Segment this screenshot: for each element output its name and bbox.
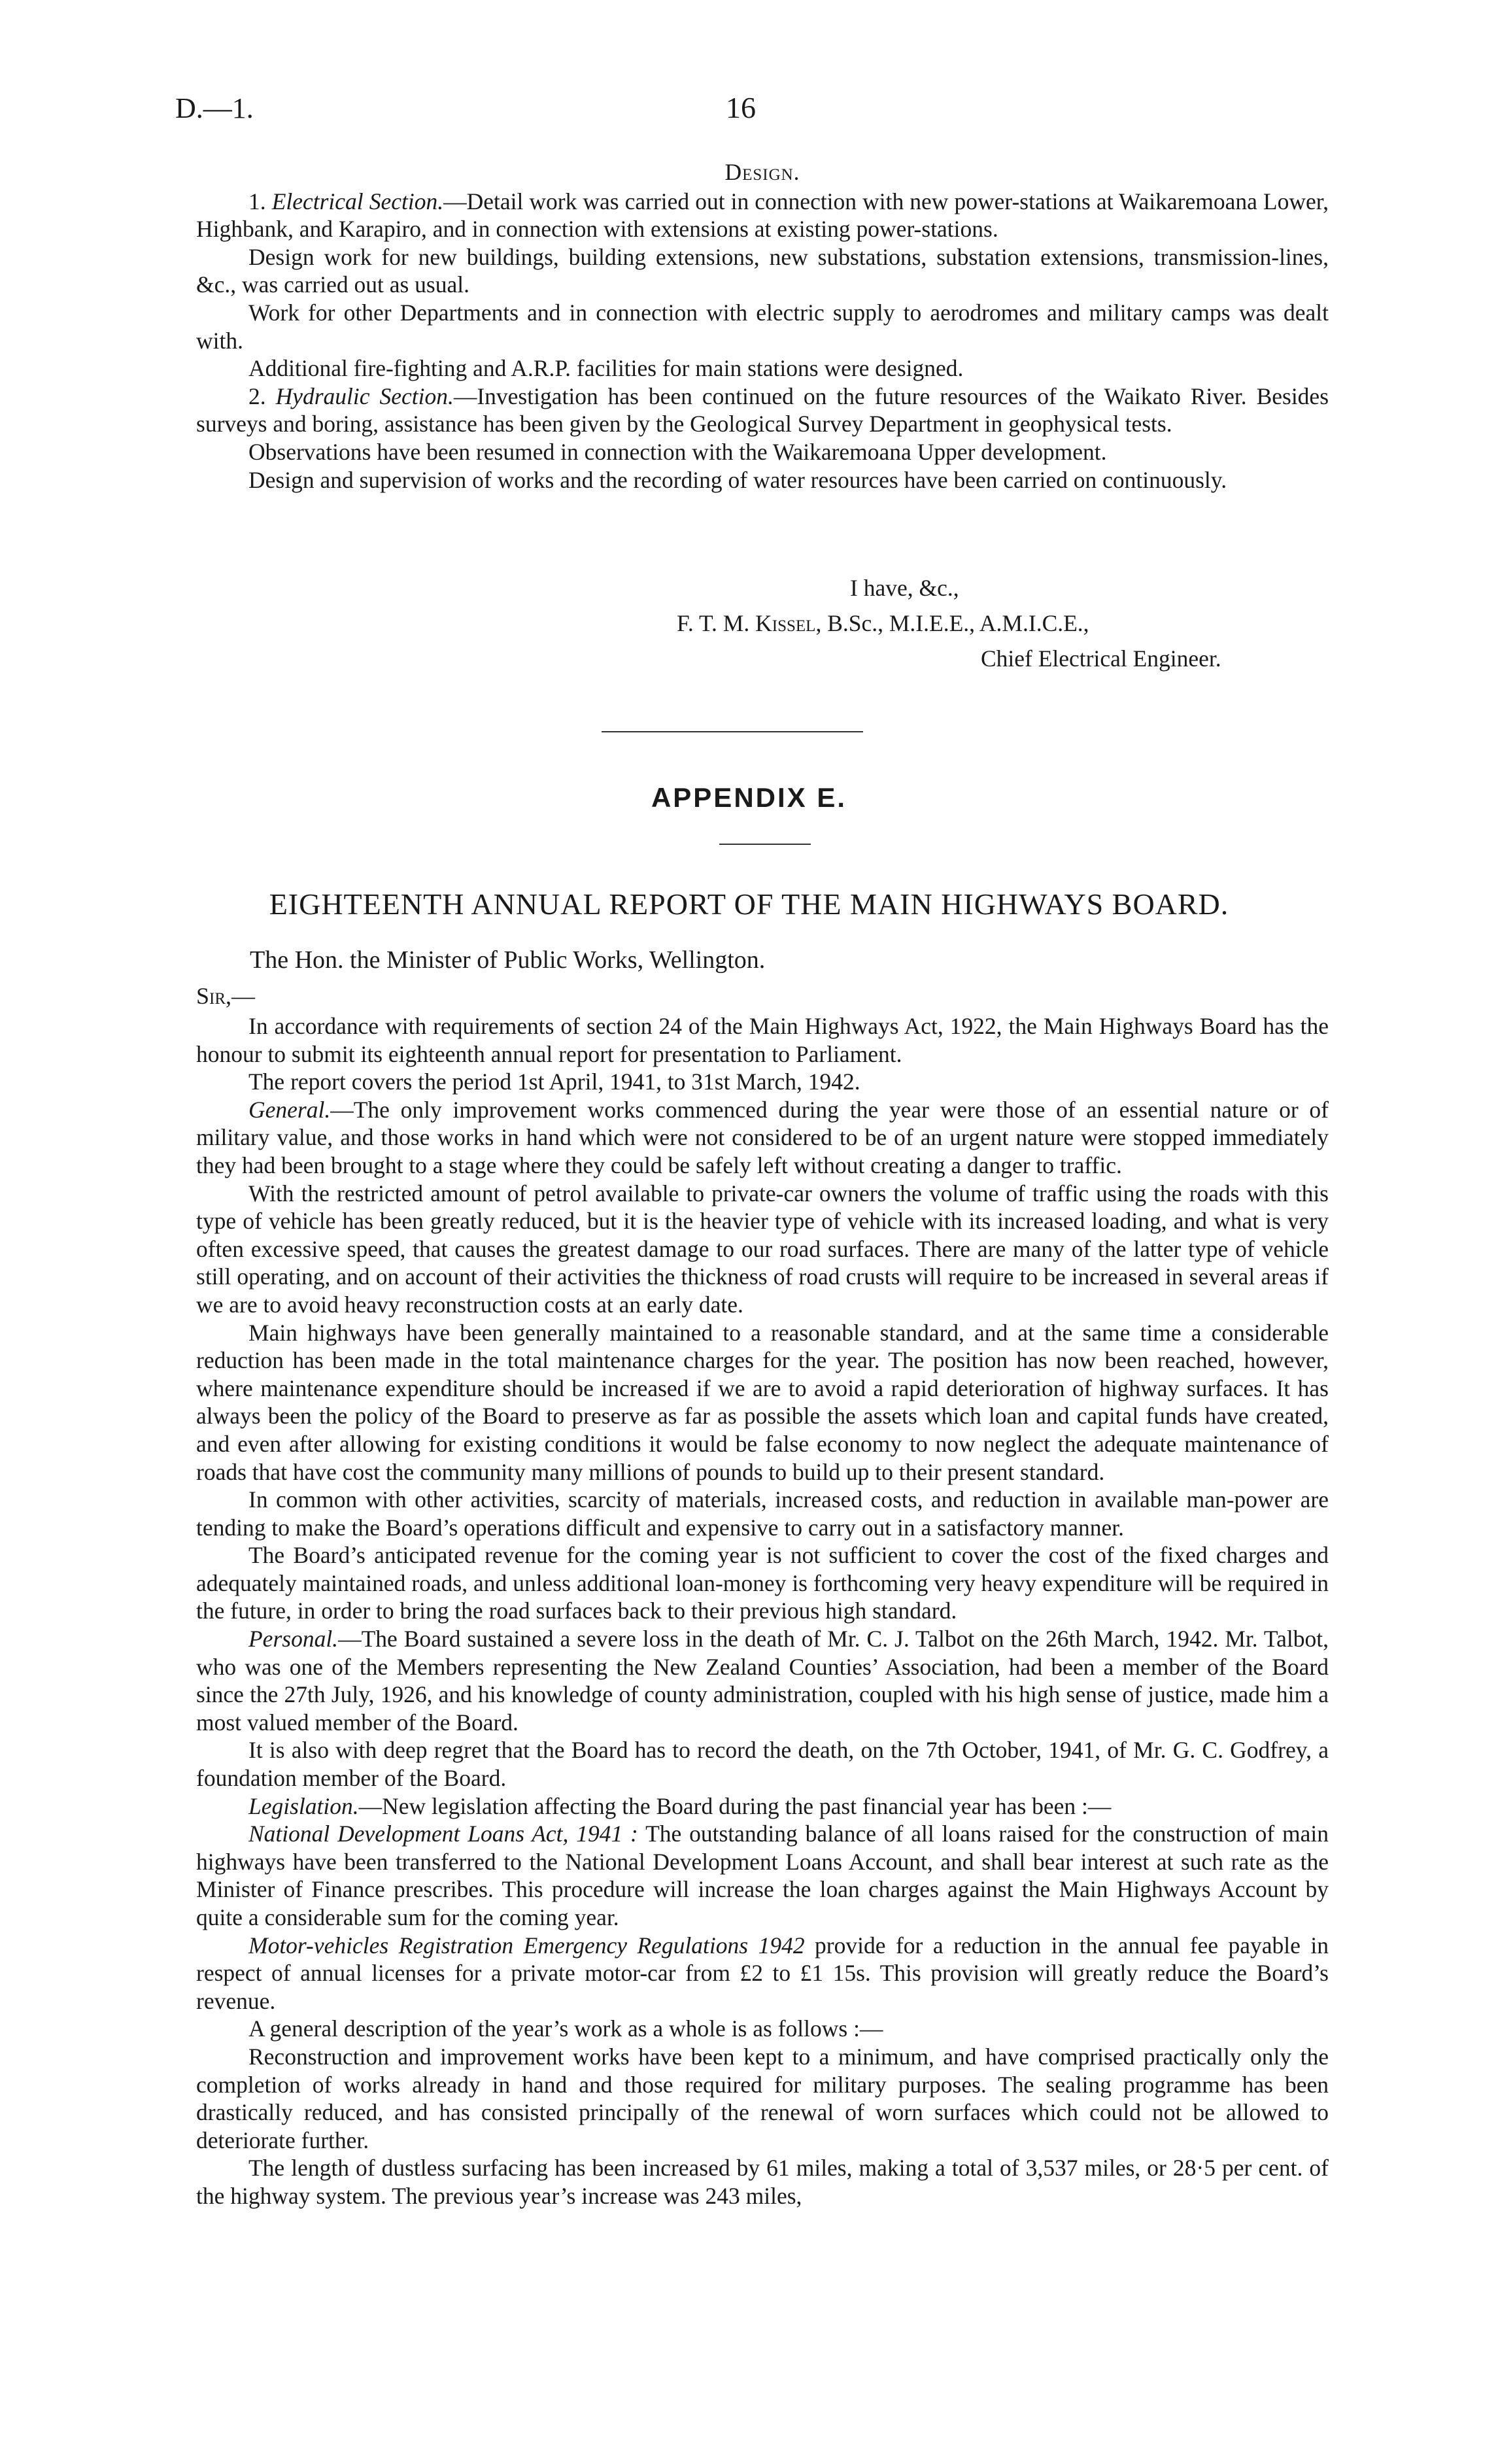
section-divider [602, 731, 863, 732]
report-title: EIGHTEENTH ANNUAL REPORT OF THE MAIN HIGHWAYS BOARD. [269, 887, 1229, 921]
report-paragraph: In common with other activities, scarcity of materials, increased costs, and reduction in available man-power are tending to make the Board’s operations difficult and expensive to carry out in a satisfactory manner. [196, 1486, 1329, 1541]
design-section [196, 158, 1329, 494]
report-paragraph: With the restricted amount of petrol available to private-car owners the volume of traffic using the roads with this type of vehicle has been greatly reduced, but it is the heavier type of vehicle with its increased loading, and what is very often excessive speed, that causes the greatest damage to our road surfaces. There are many of the latter type of vehicle still operating, and on account of their activities the thickness of road crusts will require to be increased in several areas if we are to avoid heavy reconstruction costs at an early date. [196, 1180, 1329, 1318]
loans-act-text: The outstanding balance of all loans raised for the construction of main highways have been transferred to the National Development Loans Account, and shall bear interest at such rate as the Minister of Finance prescribes. This procedure will increase the loan charges against the Main Highways Account by quite a considerable sum for the coming year. [196, 1821, 1329, 1930]
section-number: 1. [248, 188, 272, 214]
design-paragraph: Additional fire-fighting and A.R.P. facilities for main stations were designed. [248, 355, 964, 382]
legislation-text: —New legislation affecting the Board during the past financial year has been :— [358, 1792, 1112, 1819]
report-paragraph: Reconstruction and improvement works have been kept to a minimum, and have comprised practically only the completion of works already in hand and those required for military purposes. The sealing programme has been drastically reduced, and has consisted principally of the renewal of worn surfaces which could not be allowed to deteriorate further. [196, 2043, 1329, 2153]
report-body [196, 1012, 1329, 2210]
personal-label: Personal. [248, 1626, 339, 1652]
electrical-section-text: —Detail work was carried out in connection with new power-stations at Waikaremoana Lower, Highbank, and Karapiro, and in connection with extensions at existing power-stations. [196, 188, 1329, 243]
general-text: —The only improvement works commenced during the year were those of an essential nature or of military value, and those works in hand which were not considered to be of an urgent nature were stopped immediately they had been brought to a stage where they could be safely left without creating a danger to traffic. [196, 1096, 1329, 1178]
signature-initials: F. T. M. [677, 610, 756, 636]
report-paragraph: The report covers the period 1st April, 1941, to 31st March, 1942. [248, 1069, 860, 1095]
signature-name [677, 609, 1089, 638]
design-paragraph: Design and supervision of works and the recording of water resources have been carried on continuously. [248, 466, 1227, 493]
report-paragraph: It is also with deep regret that the Board has to record the death, on the 7th October, 1941, of Mr. G. C. Godfrey, a foundation member of the Board. [196, 1737, 1329, 1792]
document-reference: D.—1. [175, 92, 254, 124]
report-paragraph: Main highways have been generally maintained to a reasonable standard, and at the same time a considerable reduction has been made in the total maintenance charges for the year. The position has now been reached, however, where maintenance expenditure should be increased if we are to avoid a rapid deterioration of highway surfaces. It has always been the policy of the Board to preserve as far as possible the assets which loan and capital funds have created, and even after allowing for existing conditions it would be false economy to now neglect the adequate maintenance of roads that have cost the community many millions of pounds to build up to their present standard. [196, 1319, 1329, 1485]
report-paragraph-loans-act [196, 1820, 1329, 1931]
electrical-section-label: Electrical Section. [271, 188, 444, 214]
signature-title: Chief Electrical Engineer. [981, 645, 1221, 672]
report-paragraph-general [196, 1096, 1329, 1180]
design-paragraph-electrical [196, 188, 1329, 243]
personal-text: —The Board sustained a severe loss in the death of Mr. C. J. Talbot on the 26th March, 1942. Mr. Talbot, who was one of the Members representing the New Zealand Counties’ Association, had been a member of the Board since the 27th July, 1926, and his knowledge of county administration, coupled with his high sense of justice, made him a most valued member of the Board. [196, 1626, 1329, 1736]
report-paragraph: The length of dustless surfacing has been increased by 61 miles, making a total of 3,537 miles, or 28·5 per cent. of the highway system. The previous year’s increase was 243 miles, [196, 2155, 1329, 2209]
regulations-text: provide for a reduction in the annual fee payable in respect of annual licenses for a private motor-car from £2 to £1 15s. This provision will greatly reduce the Board’s revenue. [196, 1932, 1329, 2014]
design-paragraph-hydraulic [196, 383, 1329, 438]
report-paragraph: In accordance with requirements of section 24 of the Main Highways Act, 1922, the Main Highways Board has the honour to submit its eighteenth annual report for presentation to Parliament. [196, 1013, 1329, 1067]
design-paragraph: Work for other Departments and in connection with electric supply to aerodromes and military camps was dealt with. [196, 299, 1329, 354]
hydraulic-section-text: —Investigation has been continued on the future resources of the Waikato River. Besides surveys and boring, assistance has been given by the Geological Survey Department in geophysical tests. [196, 383, 1329, 437]
signature-surname: Kissel [755, 610, 816, 636]
loans-act-label: National Development Loans Act, 1941 : [248, 1821, 638, 1847]
general-label: General. [248, 1096, 331, 1123]
section-number: 2. [248, 383, 276, 409]
legislation-label: Legislation. [248, 1792, 359, 1819]
salutation: Sir,— [196, 983, 256, 1009]
signature-qualifications: , B.Sc., M.I.E.E., A.M.I.C.E., [815, 610, 1089, 636]
report-addressee: The Hon. the Minister of Public Works, Wellington. [250, 946, 766, 974]
report-paragraph-legislation [196, 1792, 1329, 1821]
design-heading: Design. [724, 159, 800, 185]
report-paragraph-personal [196, 1625, 1329, 1736]
appendix-underline [719, 844, 811, 845]
report-paragraph-regulations [196, 1932, 1329, 2015]
hydraulic-section-label: Hydraulic Section. [275, 383, 454, 409]
design-paragraph: Design work for new buildings, building extensions, new substations, substation extensions, transmission-lines, &c., was carried out as usual. [196, 243, 1329, 298]
report-paragraph: A general description of the year’s work as a whole is as follows :— [248, 2015, 883, 2042]
signature-closing: I have, &c., [850, 575, 959, 601]
regulations-label: Motor-vehicles Registration Emergency Regulations 1942 [248, 1932, 805, 1959]
design-paragraph: Observations have been resumed in connection with the Waikaremoana Upper development. [248, 438, 1107, 465]
appendix-heading: APPENDIX E. [651, 782, 847, 813]
report-paragraph: The Board’s anticipated revenue for the coming year is not sufficient to cover the cost of the fixed charges and adequately maintained roads, and unless additional loan-money is forthcoming very heavy expenditure will be required in the future, in order to bring the road surfaces back to their previous high standard. [196, 1542, 1329, 1624]
page-number: 16 [726, 91, 756, 124]
